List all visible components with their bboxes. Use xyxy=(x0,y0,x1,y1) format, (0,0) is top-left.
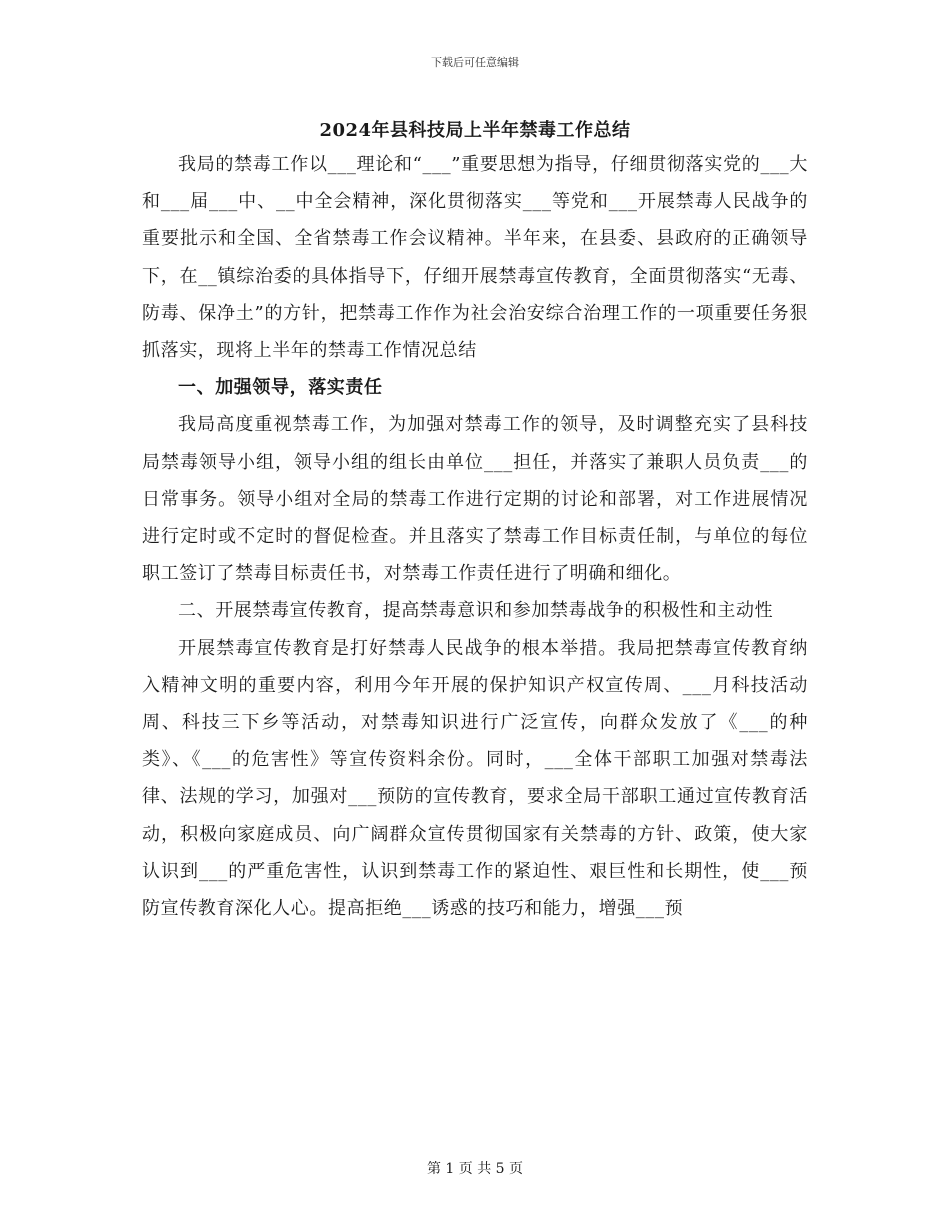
paragraph-section-1: 我局高度重视禁毒工作，为加强对禁毒工作的领导，及时调整充实了县科技局禁毒领导小组，领导小组的组长由单位___担任，并落实了兼职人员负责___的日常事务。领导小组对全局的禁毒工作进行定期的讨论和部署，对工作进展情况进行定时或不定时的督促检查。并且落实了禁毒工作目标责任制，与单位的每位职工签订了禁毒目标责任书，对禁毒工作责任进行了明确和细化。 xyxy=(142,414,808,585)
paragraph-intro: 我局的禁毒工作以___理论和“___”重要思想为指导，仔细贯彻落实党的___大和___届___中、__中全会精神，深化贯彻落实___等党和___开展禁毒人民战争的重要批示和全国、全省禁毒工作会议精神。半年来，在县委、县政府的正确领导下，在__镇综治委的具体指导下，仔细开展禁毒宣传教育，全面贯彻落实“无毒、防毒、保净土”的方针，把禁毒工作作为社会治安综合治理工作的一项重要任务狠抓落实，现将上半年的禁毒工作情况总结 xyxy=(142,154,808,362)
document-title: 2024年县科技局上半年禁毒工作总结 xyxy=(319,120,631,141)
section-heading-1: 一、加强领导，落实责任 xyxy=(178,377,383,399)
document-body xyxy=(142,146,808,927)
paragraph-section-2: 开展禁毒宣传教育是打好禁毒人民战争的根本举措。我局把禁毒宣传教育纳入精神文明的重要内容，利用今年开展的保护知识产权宣传周、___月科技活动周、科技三下乡等活动，对禁毒知识进行广泛宣传，向群众发放了《___的种类》、《___的危害性》等宣传资料余份。同时，___全体干部职工加强对禁毒法律、法规的学习，加强对___预防的宣传教育，要求全局干部职工通过宣传教育活动，积极向家庭成员、向广阔群众宣传贯彻国家有关禁毒的方针、政策，使大家认识到___的严重危害性，认识到禁毒工作的紧迫性、艰巨性和长期性，使___预防宣传教育深化人心。提高拒绝___诱惑的技巧和能力，增强___预 xyxy=(142,637,808,920)
section-heading-2: 二、开展禁毒宣传教育，提高禁毒意识和参加禁毒战争的积极性和主动性 xyxy=(178,600,774,622)
header-note: 下载后可任意编辑 xyxy=(431,56,519,69)
page-number: 第 1 页 共 5 页 xyxy=(426,1161,524,1177)
